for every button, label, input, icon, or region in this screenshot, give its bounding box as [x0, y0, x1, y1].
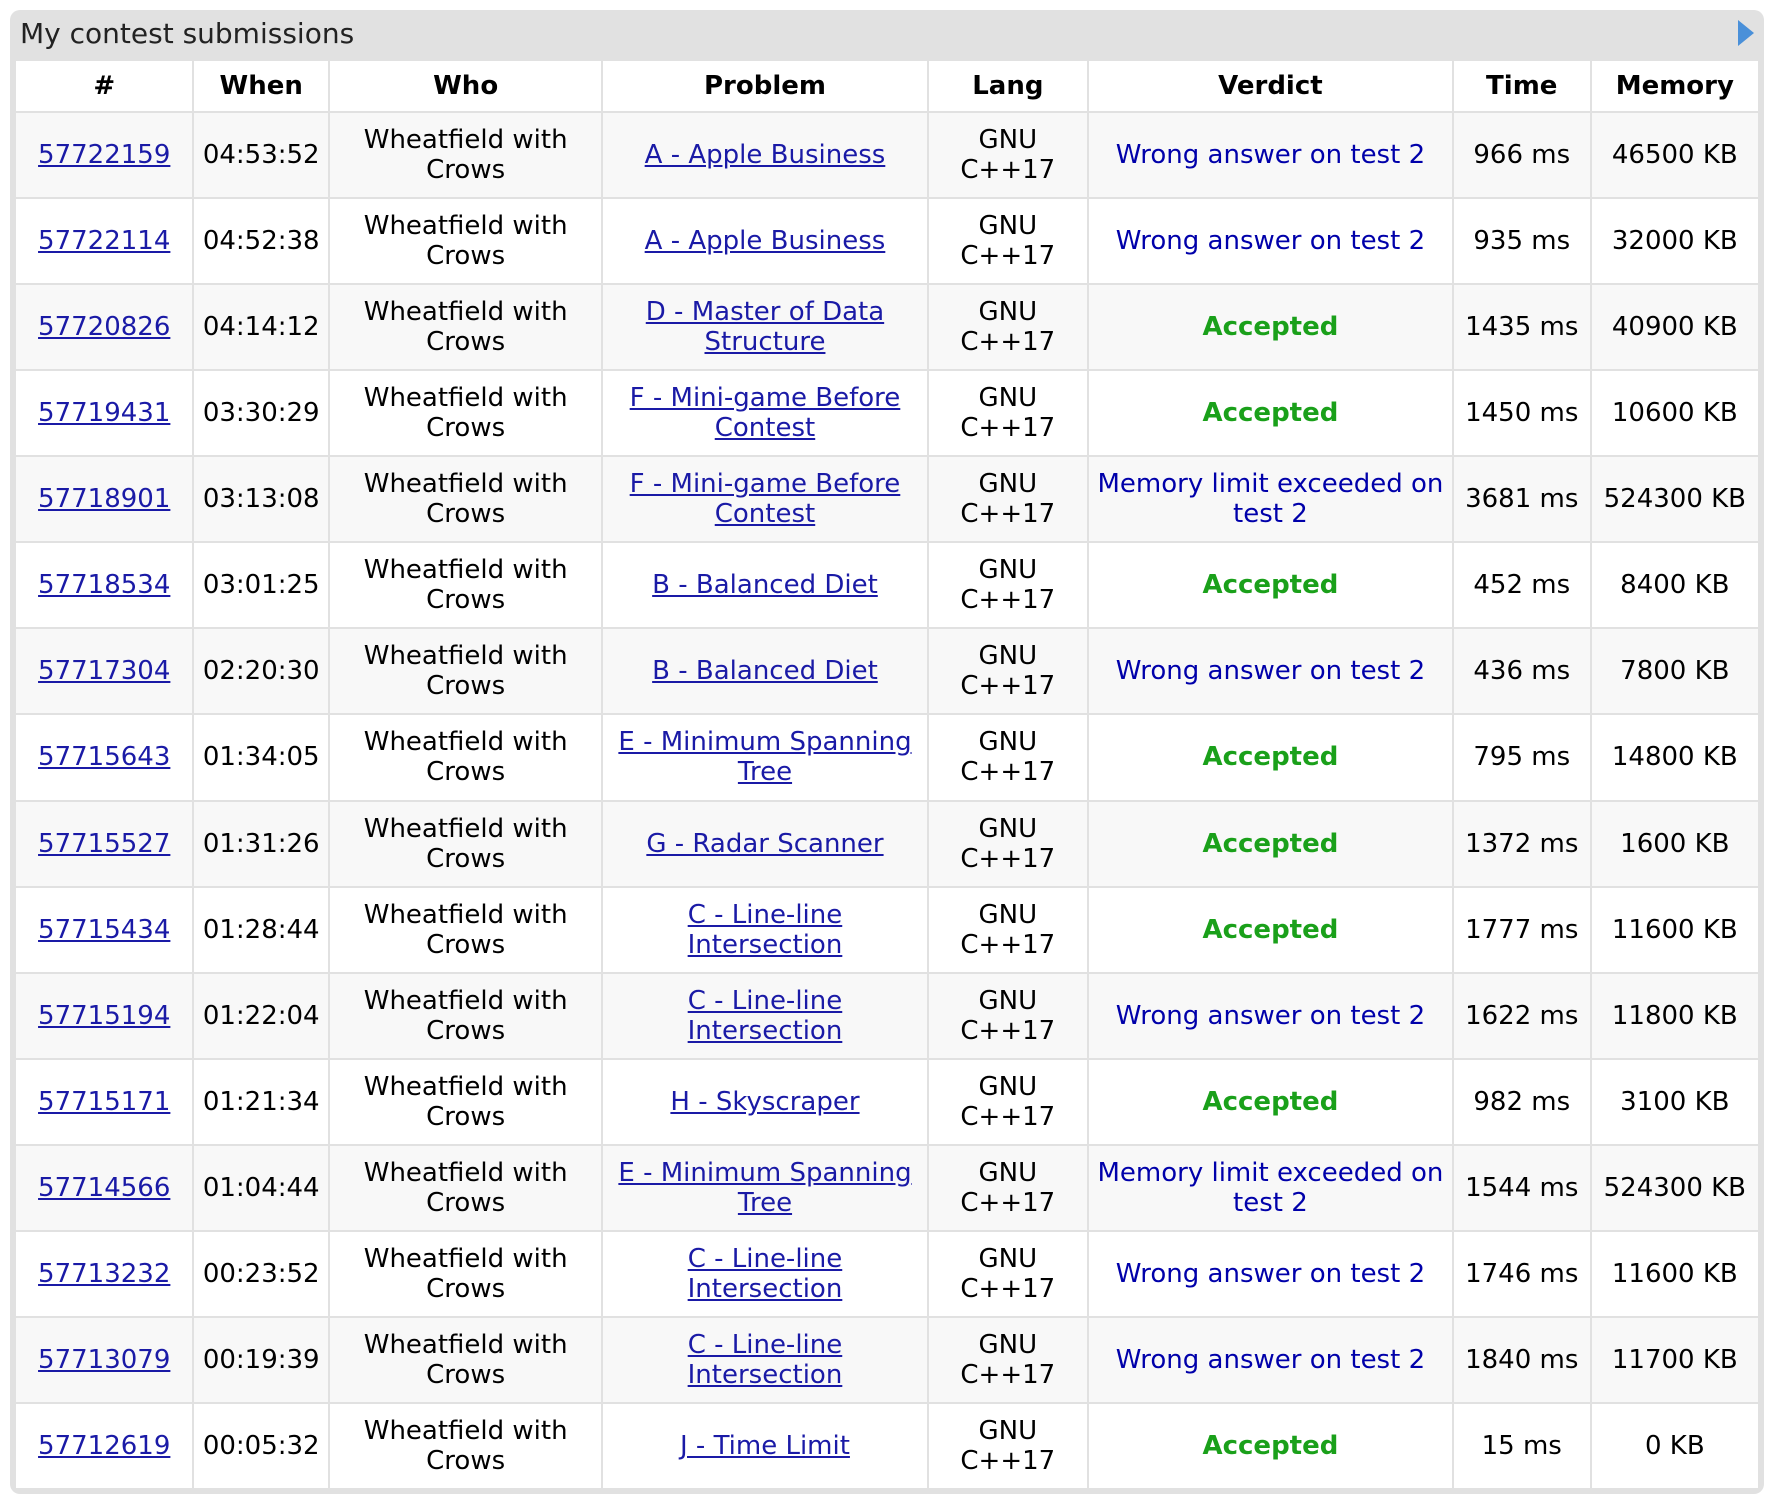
memory-cell	[1591, 198, 1759, 284]
submission-time-cell	[193, 370, 329, 456]
problem-cell	[602, 542, 927, 628]
submission-author-cell	[329, 542, 602, 628]
submissions-panel	[10, 10, 1764, 1494]
memory-cell	[1591, 887, 1759, 973]
language-cell: GNU C++17	[960, 1415, 1056, 1476]
verdict-cell	[1088, 628, 1453, 714]
language-cell	[928, 973, 1088, 1059]
submission-time-cell: 04:52:38	[202, 226, 320, 257]
submission-time-cell	[193, 1059, 329, 1145]
verdict-cell: Accepted	[1202, 742, 1339, 773]
verdict-cell: Memory limit exceeded on test 2	[1097, 469, 1444, 530]
submission-id-cell	[15, 198, 193, 284]
run-time-cell	[1453, 1317, 1591, 1403]
submission-author-cell	[329, 370, 602, 456]
memory-cell	[1591, 1145, 1759, 1231]
header-lang: Lang	[928, 60, 1088, 112]
table-row	[15, 456, 1759, 542]
verdict-cell	[1088, 973, 1453, 1059]
verdict-cell: Accepted	[1202, 1086, 1339, 1117]
problem-link[interactable]: E - Minimum Spanning Tree	[618, 1157, 912, 1218]
table-row	[15, 198, 1759, 284]
table-header-row	[15, 60, 1759, 112]
verdict-cell: Wrong answer on test 2	[1115, 1258, 1426, 1289]
memory-cell: 10600 KB	[1611, 398, 1738, 429]
panel-header	[10, 10, 1764, 58]
submission-author-cell: Wheatfield with Crows	[363, 985, 568, 1046]
submission-author-cell: Wheatfield with Crows	[363, 641, 568, 702]
submission-id-link[interactable]: 57713079	[38, 1344, 171, 1375]
problem-link[interactable]: A - Apple Business	[644, 226, 886, 257]
table-row	[15, 887, 1759, 973]
problem-link[interactable]: C - Line-line Intersection	[687, 985, 843, 1046]
verdict-cell	[1088, 456, 1453, 542]
memory-cell: 11700 KB	[1611, 1344, 1738, 1375]
submission-time-cell	[193, 973, 329, 1059]
language-cell	[928, 284, 1088, 370]
problem-cell	[602, 112, 927, 198]
memory-cell: 11600 KB	[1611, 1258, 1738, 1289]
memory-cell	[1591, 370, 1759, 456]
memory-cell	[1591, 456, 1759, 542]
language-cell: GNU C++17	[960, 727, 1056, 788]
problem-cell	[602, 801, 927, 887]
submissions-table	[14, 59, 1760, 1490]
language-cell	[928, 628, 1088, 714]
verdict-cell: Wrong answer on test 2	[1115, 1000, 1426, 1031]
problem-cell	[602, 1403, 927, 1489]
table-row	[15, 542, 1759, 628]
submission-author-cell: Wheatfield with Crows	[363, 813, 568, 874]
verdict-cell	[1088, 1403, 1453, 1489]
verdict-cell	[1088, 284, 1453, 370]
memory-cell: 11600 KB	[1611, 914, 1738, 945]
verdict-cell	[1088, 198, 1453, 284]
language-cell: GNU C++17	[960, 641, 1056, 702]
language-cell	[928, 198, 1088, 284]
problem-link[interactable]: J - Time Limit	[680, 1430, 850, 1461]
language-cell	[928, 1145, 1088, 1231]
submission-author-cell	[329, 801, 602, 887]
memory-cell	[1591, 628, 1759, 714]
header-time: Time	[1453, 60, 1591, 112]
submission-id-link[interactable]: 57713232	[38, 1258, 171, 1289]
submission-time-cell: 03:13:08	[202, 484, 320, 515]
verdict-cell	[1088, 1231, 1453, 1317]
verdict-cell	[1088, 542, 1453, 628]
memory-cell: 524300 KB	[1603, 1172, 1747, 1203]
language-cell: GNU C++17	[960, 813, 1056, 874]
memory-cell: 14800 KB	[1611, 742, 1738, 773]
language-cell: GNU C++17	[960, 297, 1056, 358]
problem-link[interactable]: C - Line-line Intersection	[687, 1243, 843, 1304]
problem-cell	[602, 973, 927, 1059]
run-time-cell	[1453, 1231, 1591, 1317]
language-cell	[928, 456, 1088, 542]
submission-id-link[interactable]: 57722159	[38, 140, 171, 171]
language-cell	[928, 1317, 1088, 1403]
submission-id-link[interactable]: 57715643	[38, 742, 171, 773]
verdict-cell: Accepted	[1202, 398, 1339, 429]
submission-time-cell: 03:01:25	[202, 570, 320, 601]
verdict-cell: Wrong answer on test 2	[1115, 656, 1426, 687]
language-cell: GNU C++17	[960, 1071, 1056, 1132]
table-row	[15, 112, 1759, 198]
verdict-cell: Wrong answer on test 2	[1115, 1344, 1426, 1375]
memory-cell: 7800 KB	[1620, 656, 1730, 687]
submission-id-link[interactable]: 57717304	[38, 656, 171, 687]
memory-cell: 524300 KB	[1603, 484, 1747, 515]
run-time-cell	[1453, 198, 1591, 284]
submission-id-link[interactable]: 57714566	[38, 1172, 171, 1203]
language-cell: GNU C++17	[960, 469, 1056, 530]
submission-author-cell: Wheatfield with Crows	[363, 125, 568, 186]
language-cell	[928, 1059, 1088, 1145]
verdict-cell	[1088, 112, 1453, 198]
memory-cell: 1600 KB	[1620, 828, 1730, 859]
submission-id-cell	[15, 628, 193, 714]
problem-link[interactable]: A - Apple Business	[644, 140, 886, 171]
memory-cell	[1591, 1059, 1759, 1145]
submission-author-cell	[329, 284, 602, 370]
memory-cell: 3100 KB	[1620, 1086, 1730, 1117]
run-time-cell: 1622 ms	[1465, 1000, 1579, 1031]
submission-author-cell: Wheatfield with Crows	[363, 469, 568, 530]
submission-author-cell	[329, 456, 602, 542]
memory-cell: 11800 KB	[1611, 1000, 1738, 1031]
run-time-cell: 935 ms	[1473, 226, 1571, 257]
problem-link[interactable]: F - Mini-game Before Contest	[629, 383, 901, 444]
table-row	[15, 628, 1759, 714]
problem-link[interactable]: G - Radar Scanner	[646, 828, 884, 859]
submission-author-cell: Wheatfield with Crows	[363, 297, 568, 358]
submission-author-cell	[329, 1317, 602, 1403]
language-cell: GNU C++17	[960, 899, 1056, 960]
run-time-cell	[1453, 1059, 1591, 1145]
problem-link[interactable]: C - Line-line Intersection	[687, 1329, 843, 1390]
submission-id-cell	[15, 887, 193, 973]
submission-author-cell: Wheatfield with Crows	[363, 555, 568, 616]
submission-id-link[interactable]: 57718901	[38, 484, 171, 515]
verdict-cell: Accepted	[1202, 828, 1339, 859]
submission-author-cell: Wheatfield with Crows	[363, 899, 568, 960]
language-cell	[928, 887, 1088, 973]
run-time-cell: 3681 ms	[1465, 484, 1579, 515]
submission-time-cell: 01:31:26	[202, 828, 320, 859]
run-time-cell	[1453, 112, 1591, 198]
language-cell: GNU C++17	[960, 383, 1056, 444]
problem-link[interactable]: C - Line-line Intersection	[687, 899, 843, 960]
language-cell: GNU C++17	[960, 1243, 1056, 1304]
memory-cell	[1591, 542, 1759, 628]
submission-author-cell	[329, 714, 602, 800]
table-row	[15, 284, 1759, 370]
submission-time-cell	[193, 1145, 329, 1231]
submission-time-cell: 01:28:44	[202, 914, 320, 945]
submission-author-cell	[329, 1145, 602, 1231]
submission-time-cell: 03:30:29	[202, 398, 320, 429]
run-time-cell: 1777 ms	[1465, 914, 1579, 945]
run-time-cell: 15 ms	[1481, 1430, 1562, 1461]
submission-id-cell	[15, 801, 193, 887]
submission-author-cell: Wheatfield with Crows	[363, 1071, 568, 1132]
submission-time-cell	[193, 284, 329, 370]
memory-cell: 40900 KB	[1611, 312, 1738, 343]
submission-time-cell	[193, 887, 329, 973]
run-time-cell: 1840 ms	[1465, 1344, 1579, 1375]
language-cell: GNU C++17	[960, 985, 1056, 1046]
submission-author-cell	[329, 628, 602, 714]
table-row	[15, 714, 1759, 800]
problem-cell	[602, 1317, 927, 1403]
verdict-cell	[1088, 1145, 1453, 1231]
submission-author-cell: Wheatfield with Crows	[363, 1243, 568, 1304]
submission-time-cell	[193, 198, 329, 284]
run-time-cell	[1453, 370, 1591, 456]
memory-cell: 0 KB	[1644, 1430, 1705, 1461]
verdict-cell: Wrong answer on test 2	[1115, 226, 1426, 257]
run-time-cell: 452 ms	[1473, 570, 1571, 601]
table-row	[15, 1231, 1759, 1317]
submission-time-cell: 04:53:52	[202, 140, 320, 171]
submission-author-cell	[329, 112, 602, 198]
submission-time-cell: 01:22:04	[202, 1000, 320, 1031]
memory-cell	[1591, 1317, 1759, 1403]
run-time-cell: 1372 ms	[1465, 828, 1579, 859]
triangle-right-icon[interactable]	[1738, 20, 1754, 46]
problem-cell	[602, 1231, 927, 1317]
verdict-cell: Wrong answer on test 2	[1115, 140, 1426, 171]
submission-id-cell	[15, 1317, 193, 1403]
run-time-cell	[1453, 887, 1591, 973]
submission-id-cell	[15, 370, 193, 456]
run-time-cell: 795 ms	[1473, 742, 1571, 773]
run-time-cell: 1450 ms	[1465, 398, 1579, 429]
table-row	[15, 801, 1759, 887]
submission-time-cell	[193, 456, 329, 542]
language-cell	[928, 801, 1088, 887]
problem-cell	[602, 456, 927, 542]
submission-id-link[interactable]: 57722114	[38, 226, 171, 257]
submission-id-link[interactable]: 57719431	[38, 398, 171, 429]
run-time-cell	[1453, 628, 1591, 714]
run-time-cell	[1453, 284, 1591, 370]
verdict-cell	[1088, 1059, 1453, 1145]
submission-time-cell: 00:23:52	[202, 1258, 320, 1289]
submission-time-cell	[193, 801, 329, 887]
header-id: #	[15, 60, 193, 112]
run-time-cell	[1453, 801, 1591, 887]
submission-author-cell: Wheatfield with Crows	[363, 727, 568, 788]
submission-id-link[interactable]: 57720826	[38, 312, 171, 343]
table-row	[15, 370, 1759, 456]
problem-cell	[602, 1059, 927, 1145]
header-when: When	[193, 60, 329, 112]
language-cell	[928, 370, 1088, 456]
problem-link[interactable]: E - Minimum Spanning Tree	[618, 727, 912, 788]
submission-author-cell	[329, 1403, 602, 1489]
submission-id-link[interactable]: 57715434	[38, 914, 171, 945]
memory-cell	[1591, 1403, 1759, 1489]
submission-time-cell: 04:14:12	[202, 312, 320, 343]
submission-id-link[interactable]: 57712619	[38, 1430, 171, 1461]
submission-id-cell	[15, 1059, 193, 1145]
memory-cell: 46500 KB	[1611, 140, 1738, 171]
memory-cell	[1591, 973, 1759, 1059]
submission-author-cell: Wheatfield with Crows	[363, 1329, 568, 1390]
submission-author-cell	[329, 887, 602, 973]
submission-time-cell	[193, 714, 329, 800]
submission-id-cell	[15, 714, 193, 800]
submission-time-cell	[193, 542, 329, 628]
submission-id-link[interactable]: 57715194	[38, 1000, 171, 1031]
language-cell	[928, 542, 1088, 628]
problem-link[interactable]: B - Balanced Diet	[652, 656, 878, 687]
run-time-cell: 1435 ms	[1465, 312, 1579, 343]
verdict-cell	[1088, 801, 1453, 887]
submission-time-cell: 01:34:05	[202, 742, 320, 773]
run-time-cell: 966 ms	[1473, 140, 1571, 171]
verdict-cell: Memory limit exceeded on test 2	[1097, 1157, 1444, 1218]
memory-cell	[1591, 112, 1759, 198]
submission-id-cell	[15, 542, 193, 628]
table-row	[15, 1403, 1759, 1489]
submission-author-cell: Wheatfield with Crows	[363, 1415, 568, 1476]
verdict-cell	[1088, 714, 1453, 800]
submission-time-cell: 00:05:32	[202, 1430, 320, 1461]
submission-time-cell: 01:21:34	[202, 1086, 320, 1117]
submission-time-cell	[193, 1317, 329, 1403]
problem-cell	[602, 1145, 927, 1231]
run-time-cell	[1453, 456, 1591, 542]
memory-cell	[1591, 284, 1759, 370]
submission-id-link[interactable]: 57718534	[38, 570, 171, 601]
verdict-cell	[1088, 1317, 1453, 1403]
submission-id-cell	[15, 1145, 193, 1231]
memory-cell	[1591, 714, 1759, 800]
submission-id-cell	[15, 284, 193, 370]
problem-cell	[602, 284, 927, 370]
submission-id-link[interactable]: 57715171	[38, 1086, 171, 1117]
submission-author-cell	[329, 1059, 602, 1145]
run-time-cell	[1453, 973, 1591, 1059]
memory-cell: 8400 KB	[1620, 570, 1730, 601]
run-time-cell	[1453, 714, 1591, 800]
problem-cell	[602, 198, 927, 284]
problem-link[interactable]: H - Skyscraper	[670, 1086, 860, 1117]
table-row	[15, 973, 1759, 1059]
language-cell: GNU C++17	[960, 1329, 1056, 1390]
language-cell: GNU C++17	[960, 211, 1056, 272]
problem-link[interactable]: F - Mini-game Before Contest	[629, 469, 901, 530]
submission-author-cell: Wheatfield with Crows	[363, 1157, 568, 1218]
submission-author-cell: Wheatfield with Crows	[363, 211, 568, 272]
problem-link[interactable]: B - Balanced Diet	[652, 570, 878, 601]
submission-author-cell	[329, 973, 602, 1059]
run-time-cell	[1453, 1403, 1591, 1489]
problem-cell	[602, 714, 927, 800]
submission-id-cell	[15, 456, 193, 542]
verdict-cell: Accepted	[1202, 570, 1339, 601]
submission-id-cell	[15, 112, 193, 198]
language-cell	[928, 714, 1088, 800]
submission-time-cell	[193, 112, 329, 198]
run-time-cell: 436 ms	[1473, 656, 1571, 687]
language-cell: GNU C++17	[960, 555, 1056, 616]
problem-cell	[602, 887, 927, 973]
submission-time-cell: 00:19:39	[202, 1344, 320, 1375]
language-cell	[928, 1403, 1088, 1489]
table-row	[15, 1059, 1759, 1145]
submission-time-cell	[193, 628, 329, 714]
submission-time-cell	[193, 1231, 329, 1317]
problem-cell	[602, 370, 927, 456]
submission-time-cell	[193, 1403, 329, 1489]
language-cell: GNU C++17	[960, 125, 1056, 186]
run-time-cell: 1746 ms	[1465, 1258, 1579, 1289]
table-row	[15, 1145, 1759, 1231]
submission-author-cell: Wheatfield with Crows	[363, 383, 568, 444]
submission-author-cell	[329, 1231, 602, 1317]
run-time-cell	[1453, 1145, 1591, 1231]
verdict-cell: Accepted	[1202, 1430, 1339, 1461]
memory-cell	[1591, 801, 1759, 887]
memory-cell	[1591, 1231, 1759, 1317]
run-time-cell: 982 ms	[1473, 1086, 1571, 1117]
verdict-cell	[1088, 887, 1453, 973]
submission-id-cell	[15, 1403, 193, 1489]
submission-time-cell: 01:04:44	[202, 1172, 320, 1203]
submission-author-cell	[329, 198, 602, 284]
submission-id-cell	[15, 1231, 193, 1317]
memory-cell: 32000 KB	[1611, 226, 1738, 257]
language-cell	[928, 112, 1088, 198]
submission-id-cell	[15, 973, 193, 1059]
language-cell: GNU C++17	[960, 1157, 1056, 1218]
verdict-cell: Accepted	[1202, 914, 1339, 945]
run-time-cell	[1453, 542, 1591, 628]
language-cell	[928, 1231, 1088, 1317]
header-who: Who	[329, 60, 602, 112]
run-time-cell: 1544 ms	[1465, 1172, 1579, 1203]
header-verdict: Verdict	[1088, 60, 1453, 112]
verdict-cell	[1088, 370, 1453, 456]
verdict-cell: Accepted	[1202, 312, 1339, 343]
problem-link[interactable]: D - Master of Data Structure	[645, 297, 885, 358]
problem-cell	[602, 628, 927, 714]
header-problem: Problem	[602, 60, 927, 112]
table-row	[15, 1317, 1759, 1403]
submission-time-cell: 02:20:30	[202, 656, 320, 687]
header-memory: Memory	[1591, 60, 1759, 112]
submission-id-link[interactable]: 57715527	[38, 828, 171, 859]
panel-title: My contest submissions	[20, 17, 355, 50]
